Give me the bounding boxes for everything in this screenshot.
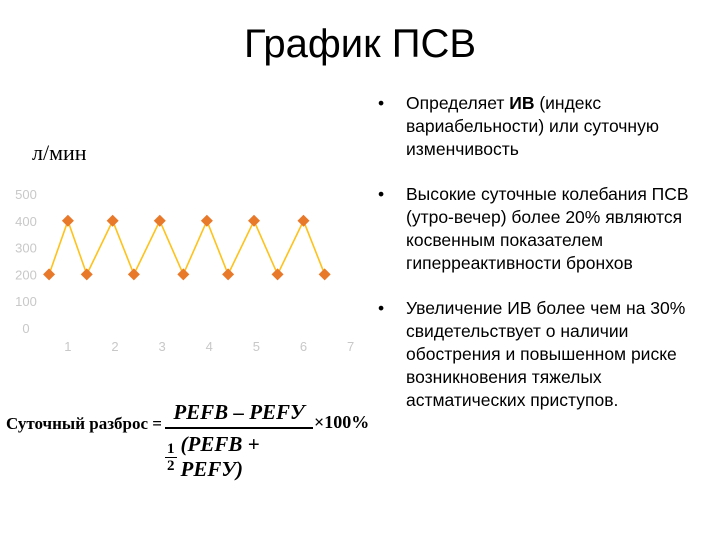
- formula-fraction: [165, 400, 313, 482]
- data-point: [248, 215, 260, 227]
- data-point: [43, 268, 55, 280]
- formula-label: Суточный разброс =: [6, 414, 162, 433]
- y-tick-label: 300: [15, 240, 37, 256]
- x-tick-label: 6: [299, 339, 308, 354]
- half-denominator: 2: [167, 457, 175, 474]
- formula-half: [165, 441, 177, 474]
- formula-denominator-row: [165, 429, 313, 482]
- data-point: [272, 268, 284, 280]
- data-point: [107, 215, 119, 227]
- psv-chart: [0, 180, 372, 360]
- bullet-dot: •: [378, 184, 385, 204]
- bullet-dot: •: [378, 298, 385, 318]
- x-tick-label: 3: [158, 339, 166, 354]
- data-point: [222, 268, 234, 280]
- half-numerator: 1: [167, 440, 175, 457]
- slide-title: График ПСВ: [243, 22, 477, 66]
- y-tick-label: 200: [15, 267, 37, 283]
- y-tick-label: 400: [15, 213, 37, 229]
- formula-multiplier: ×100%: [314, 412, 370, 432]
- formula-denominator: (PEFВ + PEFУ): [180, 432, 260, 481]
- bullet-list: [378, 92, 708, 434]
- series-line: [49, 221, 325, 275]
- variability-formula: [0, 398, 372, 488]
- data-point: [81, 268, 93, 280]
- data-point: [128, 268, 140, 280]
- formula-numerator: PEFВ – PEFУ: [165, 400, 313, 429]
- x-tick-label: 1: [64, 339, 72, 354]
- data-point: [201, 215, 213, 227]
- data-point: [319, 268, 331, 280]
- bullet-item-3: [378, 297, 708, 412]
- x-tick-label: 5: [252, 339, 260, 354]
- data-point: [297, 215, 309, 227]
- bullet-item-2: [378, 183, 708, 275]
- bullet-bold: ИВ: [509, 93, 535, 113]
- bullet-text: (индекс вариабельности) или суточную изменчивость: [406, 93, 659, 159]
- x-tick-label: 2: [111, 339, 119, 354]
- data-point: [62, 215, 74, 227]
- bullet-text: Высокие суточные колебания ПСВ (утро-вечер) более 20% являются косвенным показателем гиперреактивности бронхов: [406, 184, 689, 273]
- x-tick-label: 7: [346, 339, 355, 354]
- data-point: [154, 215, 166, 227]
- bullet-text: Увеличение ИВ более чем на 30% свидетельствует о наличии обострения и повышенном риске возникновения тяжелых астматических приступов.: [406, 298, 686, 410]
- bullet-item-1: [378, 92, 708, 161]
- y-tick-label: 100: [15, 294, 37, 310]
- bullet-text: Определяет: [406, 93, 510, 113]
- y-tick-label: 500: [15, 187, 37, 202]
- data-point: [177, 268, 189, 280]
- y-axis-unit: л/мин: [32, 140, 87, 165]
- x-tick-label: 4: [205, 339, 213, 354]
- y-tick-label: 0: [22, 321, 30, 336]
- bullet-dot: •: [378, 93, 385, 113]
